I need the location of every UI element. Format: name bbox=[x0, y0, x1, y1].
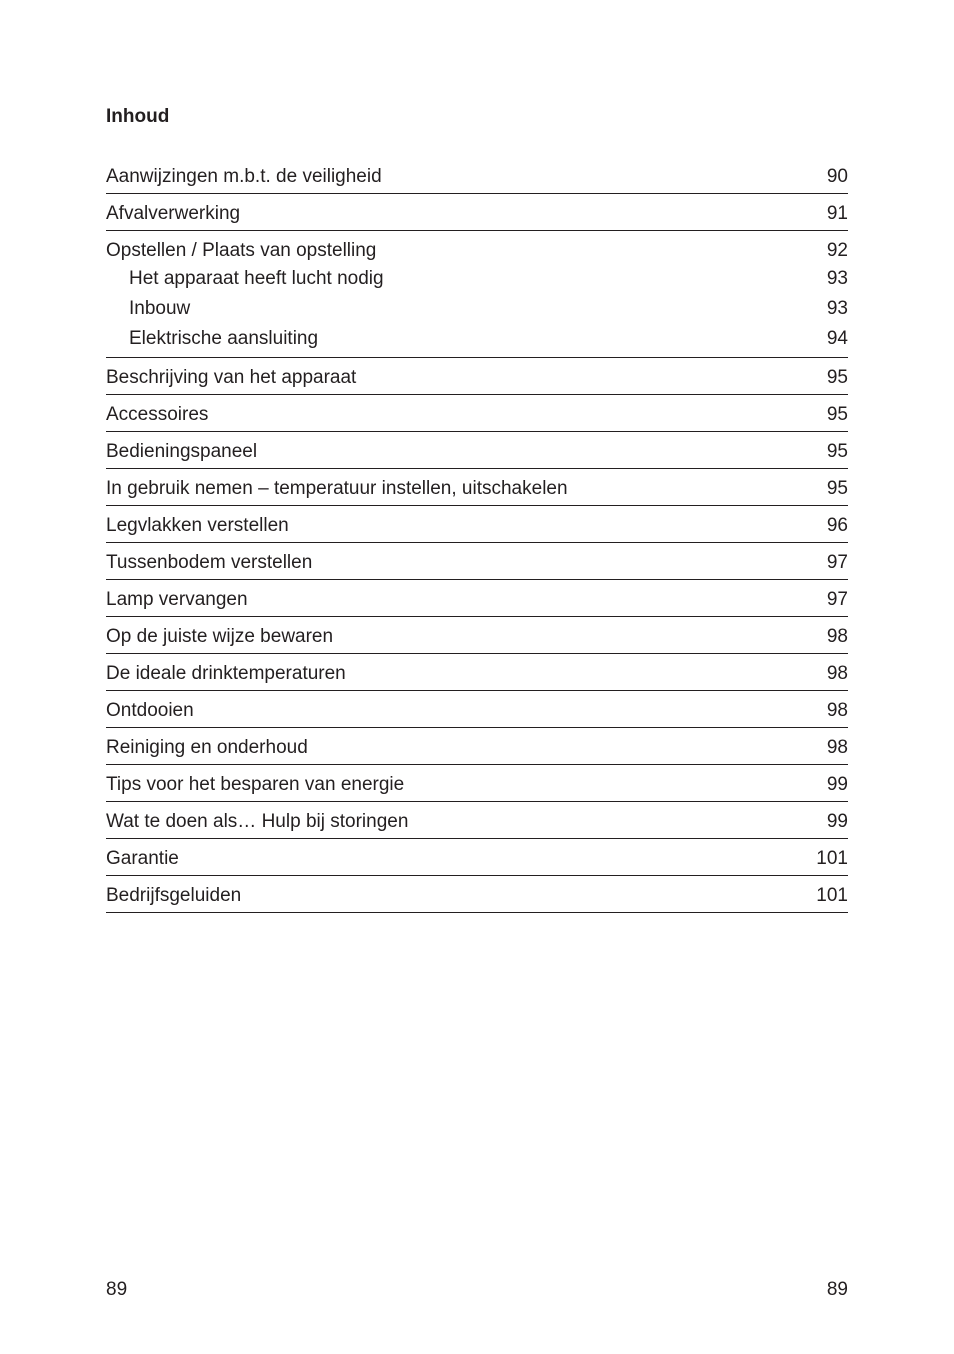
toc-entry-label: Aanwijzingen m.b.t. de veiligheid bbox=[106, 166, 382, 187]
toc-entry bbox=[106, 432, 848, 469]
toc-entry-page: 95 bbox=[826, 367, 848, 388]
toc-row bbox=[106, 844, 848, 872]
toc-row bbox=[106, 511, 848, 539]
toc-row bbox=[106, 696, 848, 724]
toc-subentry-label: Inbouw bbox=[129, 298, 191, 319]
toc-row bbox=[106, 363, 848, 391]
toc-row bbox=[106, 548, 848, 576]
toc-subrow bbox=[106, 264, 848, 294]
toc-subentry-label: Het apparaat heeft lucht nodig bbox=[129, 268, 384, 289]
toc-subentry-label: Elektrische aansluiting bbox=[129, 328, 319, 349]
footer-page-number-right: 89 bbox=[826, 1279, 848, 1300]
toc-entry-page: 97 bbox=[826, 589, 848, 610]
toc-entry-page: 98 bbox=[826, 737, 848, 758]
toc-entry-page: 98 bbox=[826, 663, 848, 684]
toc-entry-page: 95 bbox=[826, 404, 848, 425]
toc-row bbox=[106, 474, 848, 502]
toc-entry-page: 90 bbox=[826, 166, 848, 187]
toc-entry-page: 98 bbox=[826, 626, 848, 647]
toc-subentry-page: 93 bbox=[826, 268, 848, 289]
toc-entry bbox=[106, 691, 848, 728]
toc-entry-label: De ideale drinktemperaturen bbox=[106, 663, 346, 684]
toc-row bbox=[106, 807, 848, 835]
toc-entry bbox=[106, 157, 848, 194]
toc-entry-label: Garantie bbox=[106, 848, 179, 869]
toc-row bbox=[106, 622, 848, 650]
toc-entry bbox=[106, 358, 848, 395]
toc-entry-label: Afvalverwerking bbox=[106, 203, 241, 224]
toc-entry-label: Accessoires bbox=[106, 404, 209, 425]
toc-subentry-page: 94 bbox=[826, 328, 848, 349]
toc-entry-label: Bedrijfsgeluiden bbox=[106, 885, 242, 906]
toc-entry bbox=[106, 194, 848, 231]
toc-entry bbox=[106, 802, 848, 839]
toc-entry-label: Bedieningspaneel bbox=[106, 441, 258, 462]
toc-entry-label: Lamp vervangen bbox=[106, 589, 248, 610]
toc-entry-label: In gebruik nemen – temperatuur instellen, uitschakelen bbox=[106, 478, 568, 499]
toc-entry-label: Opstellen / Plaats van opstelling bbox=[106, 240, 377, 261]
toc-entry-label: Wat te doen als… Hulp bij storingen bbox=[106, 811, 409, 832]
page-title: Inhoud bbox=[106, 106, 170, 127]
toc-row bbox=[106, 236, 848, 264]
toc-entry-page: 97 bbox=[826, 552, 848, 573]
table-of-contents bbox=[106, 157, 848, 913]
toc-row bbox=[106, 162, 848, 190]
toc-entry-label: Tips voor het besparen van energie bbox=[106, 774, 405, 795]
toc-entry bbox=[106, 231, 848, 358]
toc-entry-label: Op de juiste wijze bewaren bbox=[106, 626, 334, 647]
toc-entry bbox=[106, 839, 848, 876]
toc-entry-label: Reiniging en onderhoud bbox=[106, 737, 308, 758]
toc-row bbox=[106, 733, 848, 761]
footer-page-number-left: 89 bbox=[106, 1279, 128, 1300]
toc-entry-label: Tussenbodem verstellen bbox=[106, 552, 313, 573]
toc-row bbox=[106, 659, 848, 687]
toc-row bbox=[106, 437, 848, 465]
toc-row bbox=[106, 199, 848, 227]
toc-entry bbox=[106, 543, 848, 580]
toc-entry bbox=[106, 580, 848, 617]
toc-entry-page: 101 bbox=[816, 885, 848, 906]
toc-subentry-page: 93 bbox=[826, 298, 848, 319]
toc-entry-label: Legvlakken verstellen bbox=[106, 515, 289, 536]
toc-entry bbox=[106, 469, 848, 506]
toc-entry-page: 95 bbox=[826, 478, 848, 499]
toc-entry-page: 92 bbox=[826, 240, 848, 261]
toc-row bbox=[106, 585, 848, 613]
toc-entry-page: 96 bbox=[826, 515, 848, 536]
toc-row bbox=[106, 770, 848, 798]
toc-entry-page: 91 bbox=[826, 203, 848, 224]
toc-entry-label: Ontdooien bbox=[106, 700, 194, 721]
toc-entry bbox=[106, 617, 848, 654]
toc-entry bbox=[106, 654, 848, 691]
toc-subrow bbox=[106, 294, 848, 324]
toc-entry bbox=[106, 765, 848, 802]
toc-subrow bbox=[106, 324, 848, 354]
toc-row bbox=[106, 881, 848, 909]
toc-row bbox=[106, 400, 848, 428]
toc-entry-page: 95 bbox=[826, 441, 848, 462]
toc-entry bbox=[106, 506, 848, 543]
toc-entry bbox=[106, 728, 848, 765]
toc-entry bbox=[106, 395, 848, 432]
toc-entry bbox=[106, 876, 848, 913]
toc-entry-page: 99 bbox=[826, 774, 848, 795]
toc-entry-page: 101 bbox=[816, 848, 848, 869]
toc-entry-page: 99 bbox=[826, 811, 848, 832]
toc-entry-label: Beschrijving van het apparaat bbox=[106, 367, 357, 388]
toc-entry-page: 98 bbox=[826, 700, 848, 721]
